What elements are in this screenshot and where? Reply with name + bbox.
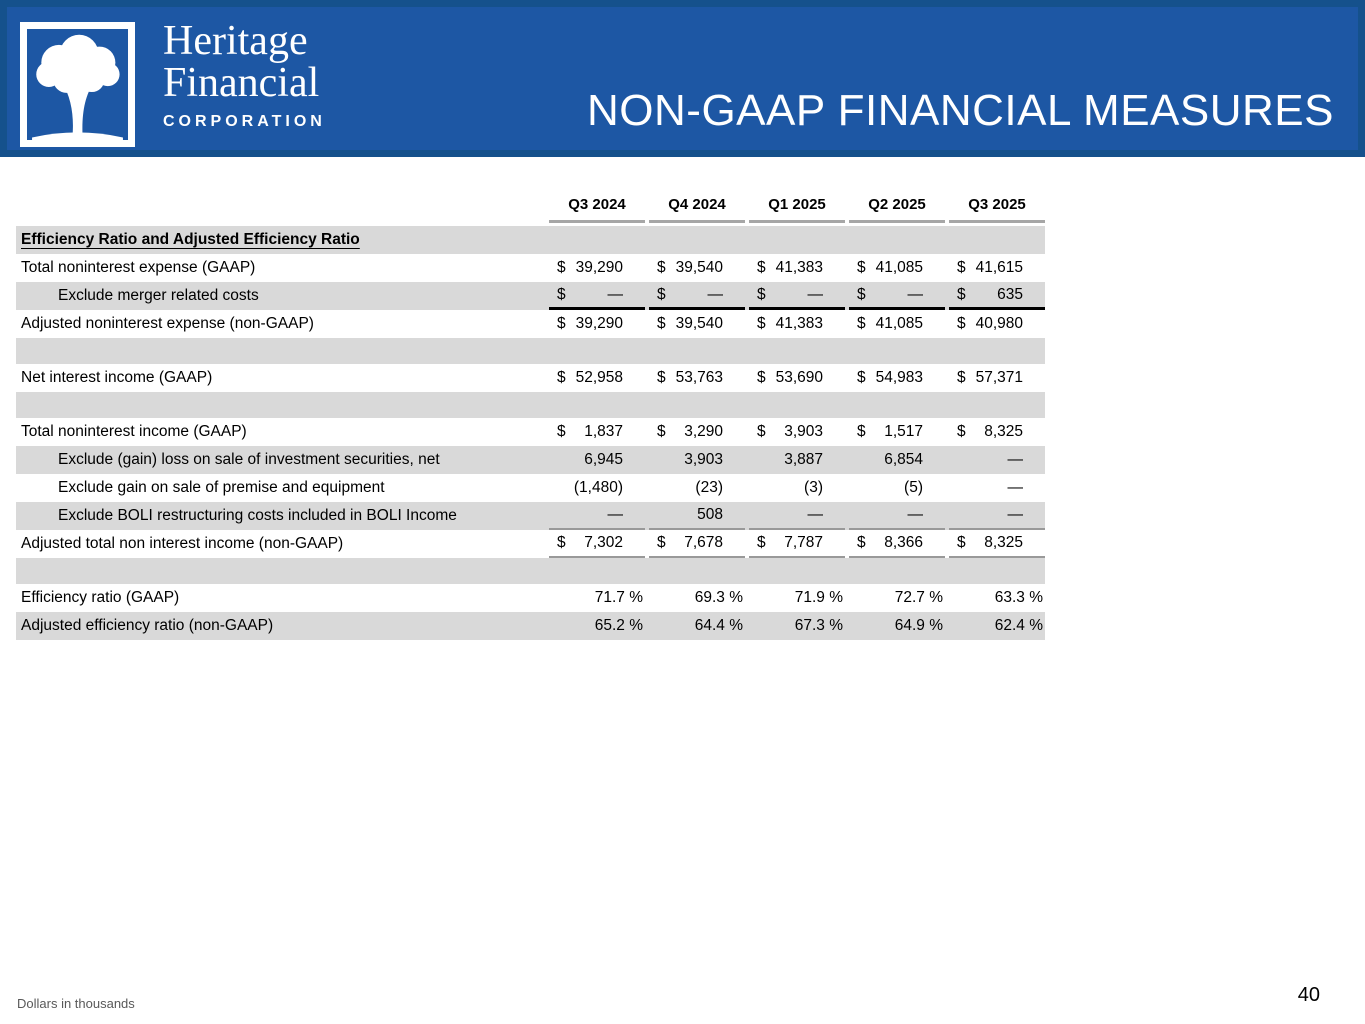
cell-value: 64.4 % — [694, 617, 743, 634]
value-cell — [549, 446, 645, 474]
cell-value: — — [707, 285, 723, 303]
cell-value: — — [1007, 451, 1023, 468]
currency-symbol: $ — [557, 285, 566, 303]
currency-symbol: $ — [957, 285, 966, 303]
currency-symbol: $ — [557, 369, 566, 386]
row-label: Net interest income (GAAP) — [21, 369, 213, 386]
value-cell — [749, 364, 845, 392]
table-row — [16, 530, 1045, 558]
table-row — [16, 474, 1045, 502]
value-cell — [949, 364, 1045, 392]
column-header: Q1 2025 — [749, 196, 845, 223]
value-cell — [549, 418, 645, 446]
value-cell — [749, 282, 845, 310]
cell-value: 52,958 — [575, 369, 623, 386]
cell-value: (23) — [695, 479, 723, 496]
tree-logo-icon — [20, 22, 135, 147]
row-label: Adjusted total non interest income (non-GAAP) — [21, 535, 344, 552]
cell-value: 71.9 % — [794, 589, 843, 606]
cell-value: 3,290 — [684, 423, 723, 440]
value-cell — [649, 310, 745, 338]
value-cell — [949, 502, 1045, 530]
value-cell — [849, 418, 945, 446]
currency-symbol: $ — [557, 259, 566, 276]
cell-value: 39,540 — [675, 315, 723, 332]
value-cell — [549, 584, 645, 612]
value-cell — [849, 530, 945, 558]
column-header: Q3 2024 — [549, 196, 645, 223]
value-cell — [649, 364, 745, 392]
cell-value: 508 — [697, 506, 723, 523]
cell-value: — — [1007, 479, 1023, 496]
logo — [20, 14, 326, 147]
currency-symbol: $ — [857, 423, 866, 440]
value-cell — [849, 584, 945, 612]
column-header: Q3 2025 — [949, 196, 1045, 223]
table-row — [16, 226, 1045, 254]
row-label: Exclude gain on sale of premise and equipment — [58, 479, 385, 496]
cell-value: 39,290 — [575, 315, 623, 332]
table-row — [16, 418, 1045, 446]
cell-value: 6,945 — [584, 451, 623, 468]
table-row — [16, 502, 1045, 530]
currency-symbol: $ — [557, 534, 566, 551]
cell-value: 54,983 — [875, 369, 923, 386]
row-label: Adjusted efficiency ratio (non-GAAP) — [21, 617, 274, 634]
value-cell — [749, 530, 845, 558]
row-label: Exclude BOLI restructuring costs included in BOLI Income — [58, 507, 457, 524]
value-cell — [949, 446, 1045, 474]
value-cell — [749, 446, 845, 474]
row-label: Exclude merger related costs — [58, 287, 259, 304]
value-cell — [949, 474, 1045, 502]
currency-symbol: $ — [557, 315, 566, 332]
row-label: Efficiency ratio (GAAP) — [21, 589, 180, 606]
cell-value: (5) — [904, 479, 923, 496]
cell-value: 62.4 % — [994, 617, 1043, 634]
value-cell — [849, 254, 945, 282]
currency-symbol: $ — [757, 315, 766, 332]
value-cell — [749, 502, 845, 530]
value-cell — [849, 282, 945, 310]
currency-symbol: $ — [657, 315, 666, 332]
row-label: Efficiency Ratio and Adjusted Efficiency Ratio — [21, 231, 360, 248]
header-band — [0, 0, 1365, 157]
cell-value: (1,480) — [573, 479, 623, 496]
cell-value: — — [907, 285, 923, 303]
cell-value: 67.3 % — [794, 617, 843, 634]
cell-value: 39,290 — [575, 259, 623, 276]
cell-value: 41,085 — [875, 259, 923, 276]
currency-symbol: $ — [657, 259, 666, 276]
value-cell — [549, 612, 645, 640]
value-cell — [849, 502, 945, 530]
value-cell — [849, 310, 945, 338]
currency-symbol: $ — [957, 315, 966, 332]
value-cell — [649, 584, 745, 612]
header-label-spacer — [16, 196, 545, 223]
cell-value: 41,383 — [775, 315, 823, 332]
cell-value: 53,763 — [675, 369, 723, 386]
currency-symbol: $ — [757, 534, 766, 551]
table-row — [16, 254, 1045, 282]
value-cell — [549, 530, 645, 558]
currency-symbol: $ — [957, 369, 966, 386]
cell-value: 3,887 — [784, 451, 823, 468]
value-cell — [849, 446, 945, 474]
row-label: Total noninterest expense (GAAP) — [21, 259, 256, 276]
cell-value: — — [607, 506, 623, 523]
value-cell — [649, 530, 745, 558]
column-header: Q2 2025 — [849, 196, 945, 223]
cell-value: — — [1007, 506, 1023, 523]
page-number: 40 — [1297, 984, 1320, 1006]
row-label: Total noninterest income (GAAP) — [21, 423, 247, 440]
currency-symbol: $ — [957, 423, 966, 440]
spacer-row — [16, 558, 1045, 584]
value-cell — [549, 254, 645, 282]
cell-value: 53,690 — [775, 369, 823, 386]
value-cell — [649, 474, 745, 502]
cell-value: 39,540 — [675, 259, 723, 276]
cell-value: — — [607, 285, 623, 303]
value-cell — [549, 310, 645, 338]
row-label: Exclude (gain) loss on sale of investment securities, net — [58, 451, 440, 468]
value-cell — [649, 446, 745, 474]
value-cell — [649, 418, 745, 446]
value-cell — [949, 282, 1045, 310]
cell-value: 40,980 — [975, 315, 1023, 332]
value-cell — [949, 584, 1045, 612]
logo-line1: Heritage — [163, 18, 308, 64]
cell-value: 71.7 % — [594, 589, 643, 606]
cell-value: 7,678 — [684, 534, 723, 551]
cell-value: — — [907, 506, 923, 523]
currency-symbol: $ — [857, 315, 866, 332]
cell-value: 41,383 — [775, 259, 823, 276]
cell-value: (3) — [804, 479, 823, 496]
currency-symbol: $ — [857, 285, 866, 303]
currency-symbol: $ — [757, 285, 766, 303]
spacer-row — [16, 338, 1045, 364]
value-cell — [949, 612, 1045, 640]
cell-value: 8,325 — [984, 534, 1023, 551]
cell-value: 7,787 — [784, 534, 823, 551]
value-cell — [549, 474, 645, 502]
financial-table — [16, 196, 1045, 640]
cell-value: 8,325 — [984, 423, 1023, 440]
table-row — [16, 364, 1045, 392]
value-cell — [549, 282, 645, 310]
row-label: Adjusted noninterest expense (non-GAAP) — [21, 315, 314, 332]
currency-symbol: $ — [857, 369, 866, 386]
currency-symbol: $ — [957, 534, 966, 551]
table-row — [16, 584, 1045, 612]
value-cell — [749, 474, 845, 502]
units-note: Dollars in thousands — [17, 996, 135, 1011]
table-row — [16, 310, 1045, 338]
value-cell — [749, 418, 845, 446]
value-cell — [749, 612, 845, 640]
currency-symbol: $ — [557, 423, 566, 440]
value-cell — [949, 310, 1045, 338]
value-cell — [849, 364, 945, 392]
value-cell — [649, 612, 745, 640]
value-cell — [549, 364, 645, 392]
value-cell — [949, 254, 1045, 282]
value-cell — [649, 502, 745, 530]
cell-value: 65.2 % — [594, 617, 643, 634]
value-cell — [749, 584, 845, 612]
cell-value: 1,837 — [584, 423, 623, 440]
value-cell — [549, 502, 645, 530]
spacer-row — [16, 392, 1045, 418]
cell-value: 72.7 % — [894, 589, 943, 606]
cell-value: 69.3 % — [694, 589, 743, 606]
currency-symbol: $ — [657, 423, 666, 440]
cell-value: — — [807, 506, 823, 523]
cell-value: 6,854 — [884, 451, 923, 468]
value-cell — [749, 310, 845, 338]
value-cell — [849, 474, 945, 502]
cell-value: 41,615 — [975, 259, 1023, 276]
cell-value: 64.9 % — [894, 617, 943, 634]
currency-symbol: $ — [857, 259, 866, 276]
value-cell — [849, 612, 945, 640]
cell-value: 3,903 — [784, 423, 823, 440]
cell-value: 63.3 % — [994, 589, 1043, 606]
cell-value: 41,085 — [875, 315, 923, 332]
currency-symbol: $ — [757, 423, 766, 440]
table-row — [16, 446, 1045, 474]
value-cell — [949, 530, 1045, 558]
value-cell — [649, 282, 745, 310]
logo-line3: CORPORATION — [163, 113, 326, 130]
logo-wordmark — [163, 20, 326, 131]
table-row — [16, 282, 1045, 310]
currency-symbol: $ — [657, 534, 666, 551]
cell-value: — — [807, 285, 823, 303]
table-header-row — [16, 196, 1045, 223]
currency-symbol: $ — [657, 285, 666, 303]
cell-value: 57,371 — [975, 369, 1023, 386]
logo-line2: Financial — [163, 60, 320, 106]
value-cell — [949, 418, 1045, 446]
currency-symbol: $ — [857, 534, 866, 551]
value-cell — [649, 254, 745, 282]
cell-value: 7,302 — [584, 534, 623, 551]
cell-value: 1,517 — [884, 423, 923, 440]
table-row — [16, 612, 1045, 640]
column-header: Q4 2024 — [649, 196, 745, 223]
currency-symbol: $ — [757, 369, 766, 386]
page-title: NON-GAAP FINANCIAL MEASURES — [587, 86, 1334, 135]
cell-value: 3,903 — [684, 451, 723, 468]
currency-symbol: $ — [657, 369, 666, 386]
currency-symbol: $ — [757, 259, 766, 276]
cell-value: 635 — [997, 285, 1023, 303]
value-cell — [749, 254, 845, 282]
cell-value: 8,366 — [884, 534, 923, 551]
currency-symbol: $ — [957, 259, 966, 276]
